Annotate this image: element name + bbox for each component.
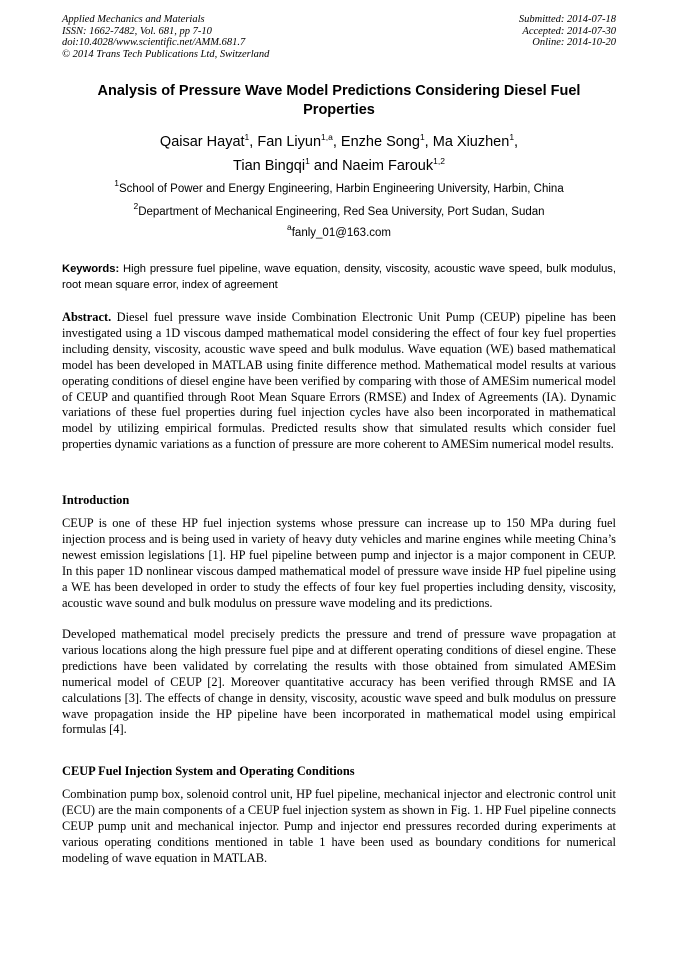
author-separator: , bbox=[424, 134, 429, 150]
abstract-label: Abstract. bbox=[62, 310, 112, 324]
author-affiliation-mark: 1 bbox=[419, 132, 425, 142]
author-separator: , bbox=[249, 134, 254, 150]
abstract-block bbox=[62, 310, 616, 453]
author-separator: , bbox=[514, 134, 519, 150]
paragraph: Developed mathematical model precisely predicts the pressure and trend of pressure wave propagation at various locations along the high pressure fuel pipe and at different operating conditions of diesel engine. These predictions have been validated by correlating the results with those obtained from simulated AMESim numerical model of CEUP [2]. Moreover quantitative accuracy has been verified through RMSE and IA calculations [3]. The effects of change in density, viscosity, acoustic wave speed and bulk modulus on pressure wave propagation inside the HP pipeline have been incorporated in mathematical model using empirical formulas [4]. bbox=[62, 627, 616, 737]
keywords-label: Keywords: bbox=[62, 263, 120, 275]
author-name: Enzhe Song bbox=[340, 134, 420, 150]
email-mark: a bbox=[287, 222, 292, 232]
affiliation-text: School of Power and Energy Engineering, Harbin Engineering University, Harbin, China bbox=[119, 183, 564, 195]
author-conjunction: and bbox=[313, 158, 339, 174]
affiliation-2 bbox=[62, 201, 616, 219]
copyright-line: © 2014 Trans Tech Publications Ltd, Switzerland bbox=[62, 48, 270, 60]
journal-header-left bbox=[62, 14, 269, 60]
author-name: Tian Bingqi bbox=[233, 158, 306, 174]
keywords-text: High pressure fuel pipeline, wave equation, density, viscosity, acoustic wave speed, bulk modulus, root mean square error, index of agreement bbox=[62, 263, 616, 291]
section-heading-ceup: CEUP Fuel Injection System and Operating Conditions bbox=[62, 764, 355, 778]
author-affiliation-mark: 1,2 bbox=[433, 156, 445, 166]
section-heading-introduction: Introduction bbox=[62, 493, 130, 507]
accepted-date: Accepted: 2014-07-30 bbox=[522, 25, 616, 37]
author-name: Fan Liyun bbox=[257, 134, 322, 150]
keywords-block bbox=[62, 262, 616, 293]
paper-title: Analysis of Pressure Wave Model Predictions Considering Diesel Fuel Properties bbox=[97, 83, 581, 118]
corresponding-email bbox=[62, 222, 616, 240]
author-affiliation-mark: 1 bbox=[305, 156, 310, 166]
author-list bbox=[62, 130, 616, 178]
online-date: Online: 2014-10-20 bbox=[532, 37, 616, 49]
doi-line: doi:10.4028/www.scientific.net/AMM.681.7 bbox=[62, 37, 246, 49]
submitted-date: Submitted: 2014-07-18 bbox=[518, 14, 616, 25]
author-affiliation-mark: 1 bbox=[509, 132, 515, 142]
affiliation-1 bbox=[62, 178, 616, 196]
author-name: Ma Xiuzhen bbox=[432, 134, 510, 150]
affiliation-mark: 1 bbox=[114, 178, 120, 188]
paragraph: Combination pump box, solenoid control unit, HP fuel pipeline, mechanical injector and electronic control unit (ECU) are the main components of a CEUP fuel injection system as shown in Fig. 1. HP Fuel pipeline connects CEUP pump unit and mechanical injector. Pump and injector end pressures recorded during experiments at various operating conditions mentioned in table 1 have been used as boundary conditions for numerical modeling of wave equation in MATLAB. bbox=[62, 787, 616, 865]
author-name: Naeim Farouk bbox=[342, 158, 434, 174]
issn-line: ISSN: 1662-7482, Vol. 681, pp 7-10 bbox=[62, 25, 212, 37]
journal-header-right bbox=[519, 14, 616, 49]
affiliation-mark: 2 bbox=[133, 201, 139, 211]
affiliation-text: Department of Mechanical Engineering, Red Sea University, Port Sudan, Sudan bbox=[138, 206, 545, 218]
author-separator: , bbox=[332, 134, 337, 150]
author-affiliation-mark: 1,a bbox=[321, 132, 333, 142]
journal-name: Applied Mechanics and Materials bbox=[62, 14, 205, 25]
author-name: Qaisar Hayat bbox=[159, 134, 245, 150]
author-affiliation-mark: 1 bbox=[244, 132, 250, 142]
email-address: fanly_01@163.com bbox=[291, 227, 391, 239]
abstract-text: Diesel fuel pressure wave inside Combination Electronic Unit Pump (CEUP) pipeline has been investigated using a 1D viscous damped mathematical model considering the effect of four key fuel properties including density, viscosity, acoustic wave speed and bulk modulus. Wave equation (WE) based mathematical model has been developed in MATLAB using finite difference method. Mathematical model results at various operating conditions of diesel engine have been verified by comparing with those of AMESim numerical model of CEUP and quantified through Root Mean Square Errors (RMSE) and Index of Agreements (IA). Dynamic variations of these fuel properties during fuel injection cycles have also been incorporated in mathematical model by utilizing empirical formulas. Predicted results show that simulated results which consider fuel properties dynamic variations as a function of pressure are more coherent to AMESim numerical model results. bbox=[62, 310, 616, 452]
paragraph: CEUP is one of these HP fuel injection systems whose pressure can increase up to 150 MPa during fuel injection process and is being used in variety of heavy duty vehicles and marine engines while meeting China’s newest emission legislations [1]. HP fuel pipeline between pump and injector is a major component in CEUP. In this paper 1D nonlinear viscous damped mathematical model of pressure wave inside HP fuel pipeline using a WE has been developed in order to study the effects of four key fuel properties including density, viscosity, acoustic wave sound and bulk modulus on pressure wave modeling and its predictions. bbox=[62, 516, 616, 610]
